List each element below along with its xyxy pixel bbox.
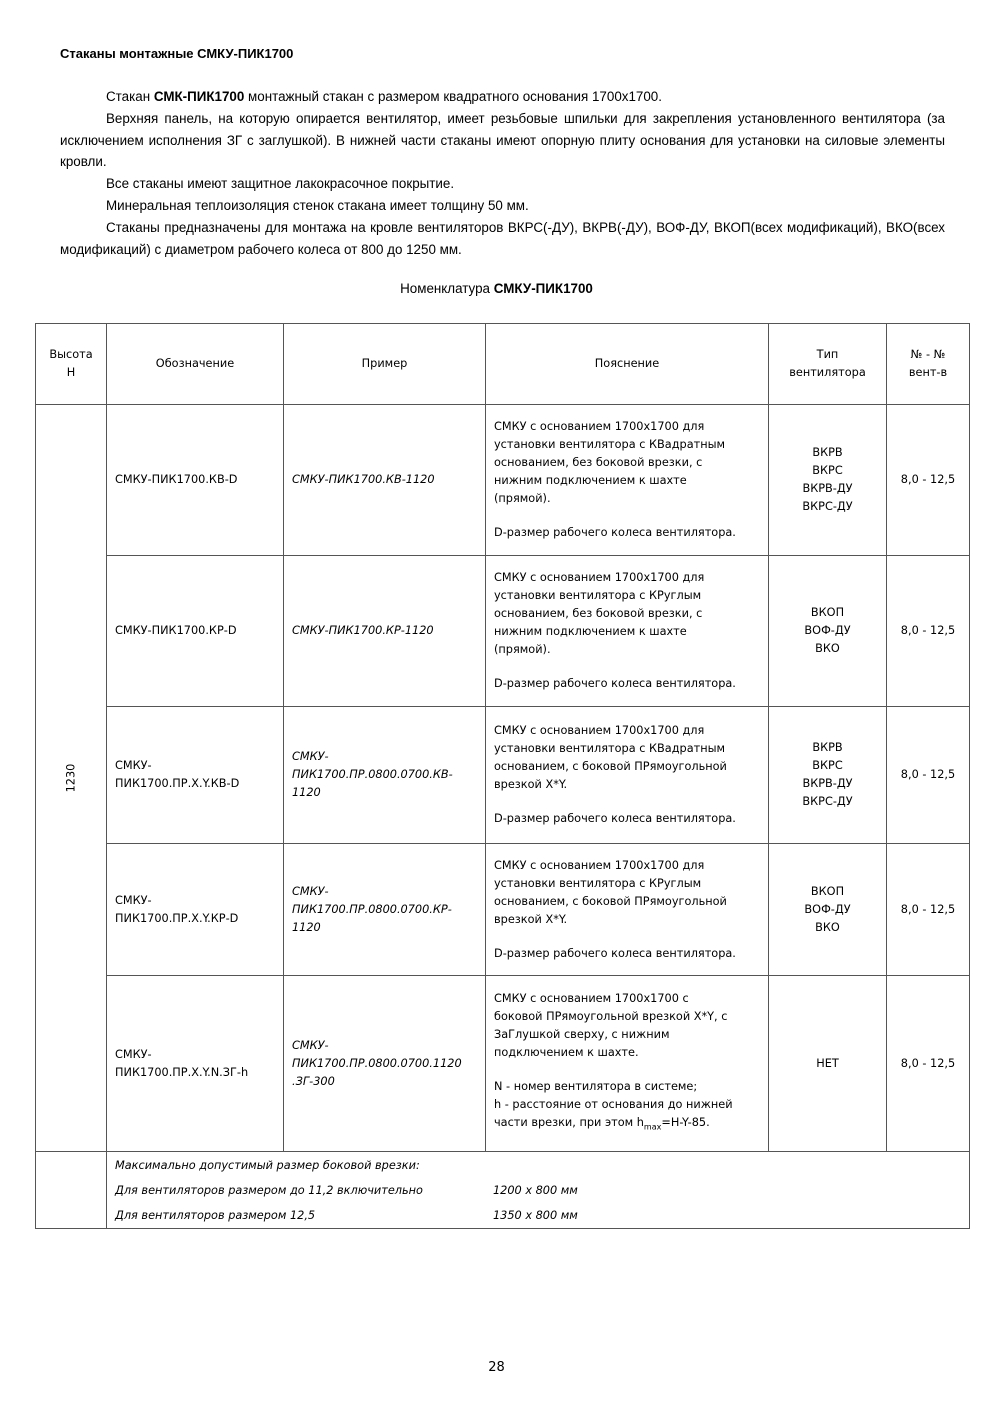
notes-label: Для вентиляторов размером 12,5 (115, 1209, 316, 1222)
example-cell: СМКУ- ПИК1700.ПР.0800.0700.1120 .ЗГ-300 (284, 976, 486, 1152)
notes-label: Для вентиляторов размером до 11,2 включительно (115, 1184, 423, 1197)
intro-paragraph-3: Все стаканы имеют защитное лакокрасочное покрытие. (106, 176, 455, 192)
fan-type-cell: ВКРВ ВКРС ВКРВ-ДУ ВКРС-ДУ (769, 707, 887, 844)
page-number: 28 (488, 1360, 505, 1375)
table-header-row (36, 324, 970, 405)
table-row (36, 556, 970, 707)
header-example: Пример (284, 324, 486, 405)
intro-paragraph-4: Минеральная теплоизоляция стенок стакана имеет толщину 50 мм. (106, 197, 529, 213)
fan-numbers-cell: 8,0 - 12,5 (887, 707, 970, 844)
fan-numbers-cell: 8,0 - 12,5 (887, 844, 970, 976)
notes-cell (107, 1152, 970, 1229)
explanation-cell: СМКУ с основанием 1700х1700 с боковой ПРямоугольной врезкой X*Y, с ЗаГлушкой сверху, с нижним подключением к шахте. N - номер вентилятора в системе; h - расстояние от основания до нижней части врезки, при этом $h_{max}=H-Y-85$. (486, 976, 769, 1152)
fan-type-cell: ВКРВ ВКРС ВКРВ-ДУ ВКРС-ДУ (769, 405, 887, 556)
fan-numbers-cell: 8,0 - 12,5 (887, 405, 970, 556)
notes-value: 1350 х 800 мм (493, 1209, 578, 1222)
header-explanation: Пояснение (486, 324, 769, 405)
intro-paragraph-2: Верхняя панель, на которую опирается вентилятор, имеет резьбовые шпильки для закрепления установленного вентилятора (за исключением исполнения ЗГ с заглушкой). В нижней части стаканы имеют опорную плиту основания для установки на силовые элементы кровли. (60, 110, 945, 170)
table-row (36, 405, 970, 556)
table-row (36, 844, 970, 976)
notes-heading: Максимально допустимый размер боковой врезки: (115, 1159, 420, 1172)
intro-text (60, 86, 945, 260)
header-height: Высота Н (36, 324, 107, 405)
height-cell (36, 405, 107, 1152)
example-cell: СМКУ- ПИК1700.ПР.0800.0700.КВ- 1120 (284, 707, 486, 844)
designation-cell: СМКУ- ПИК1700.ПР.X.Y.КВ-D (107, 707, 284, 844)
designation-cell: СМКУ-ПИК1700.КР-D (107, 556, 284, 707)
fan-type-cell: ВКОП ВОФ-ДУ ВКО (769, 556, 887, 707)
header-designation: Обозначение (107, 324, 284, 405)
explanation-cell: СМКУ с основанием 1700х1700 для установки вентилятора с КВадратным основанием, без боковой врезки, с нижним подключением к шахте (прямой). D-размер рабочего колеса вентилятора. (486, 405, 769, 556)
fan-type-cell: НЕТ (769, 976, 887, 1152)
table-row (36, 707, 970, 844)
notes-value: 1200 х 800 мм (493, 1184, 578, 1197)
header-fan-numbers: № - № вент-в (887, 324, 970, 405)
table-caption: Номенклатура СМКУ-ПИК1700 (400, 281, 593, 296)
designation-cell: СМКУ-ПИК1700.КВ-D (107, 405, 284, 556)
explanation-cell: СМКУ с основанием 1700х1700 для установки вентилятора с КВадратным основанием, с боковой ПРямоугольной врезкой X*Y. D-размер рабочего колеса вентилятора. (486, 707, 769, 844)
explanation-cell: СМКУ с основанием 1700х1700 для установки вентилятора с КРуглым основанием, без боковой врезки, с нижним подключением к шахте (прямой). D-размер рабочего колеса вентилятора. (486, 556, 769, 707)
intro-paragraph-1: Стакан СМК-ПИК1700 монтажный стакан с размером квадратного основания 1700х1700. (106, 89, 662, 104)
example-cell: СМКУ- ПИК1700.ПР.0800.0700.КР- 1120 (284, 844, 486, 976)
example-cell: СМКУ-ПИК1700.КР-1120 (284, 556, 486, 707)
height-value: 1230 (64, 763, 77, 793)
section-title: Стаканы монтажные СМКУ-ПИК1700 (60, 46, 294, 61)
notes-row (36, 1152, 970, 1229)
intro-paragraph-5: Стаканы предназначены для монтажа на кровле вентиляторов ВКРС(-ДУ), ВКРВ(-ДУ), ВОФ-ДУ, ВКОП(всех модификаций), ВКО(всех модификаций) с диаметром рабочего колеса от 800 до 1250 мм. (60, 219, 945, 257)
fan-numbers-cell: 8,0 - 12,5 (887, 976, 970, 1152)
nomenclature-table (35, 323, 970, 1229)
fan-type-cell: ВКОП ВОФ-ДУ ВКО (769, 844, 887, 976)
designation-cell: СМКУ- ПИК1700.ПР.X.Y.N.ЗГ-h (107, 976, 284, 1152)
fan-numbers-cell: 8,0 - 12,5 (887, 556, 970, 707)
table-row (36, 976, 970, 1152)
designation-cell: СМКУ- ПИК1700.ПР.X.Y.КР-D (107, 844, 284, 976)
example-cell: СМКУ-ПИК1700.КВ-1120 (284, 405, 486, 556)
notes-empty-cell (36, 1152, 107, 1229)
explanation-cell: СМКУ с основанием 1700х1700 для установки вентилятора с КРуглым основанием, с боковой ПРямоугольной врезкой X*Y. D-размер рабочего колеса вентилятора. (486, 844, 769, 976)
header-fan-type: Тип вентилятора (769, 324, 887, 405)
